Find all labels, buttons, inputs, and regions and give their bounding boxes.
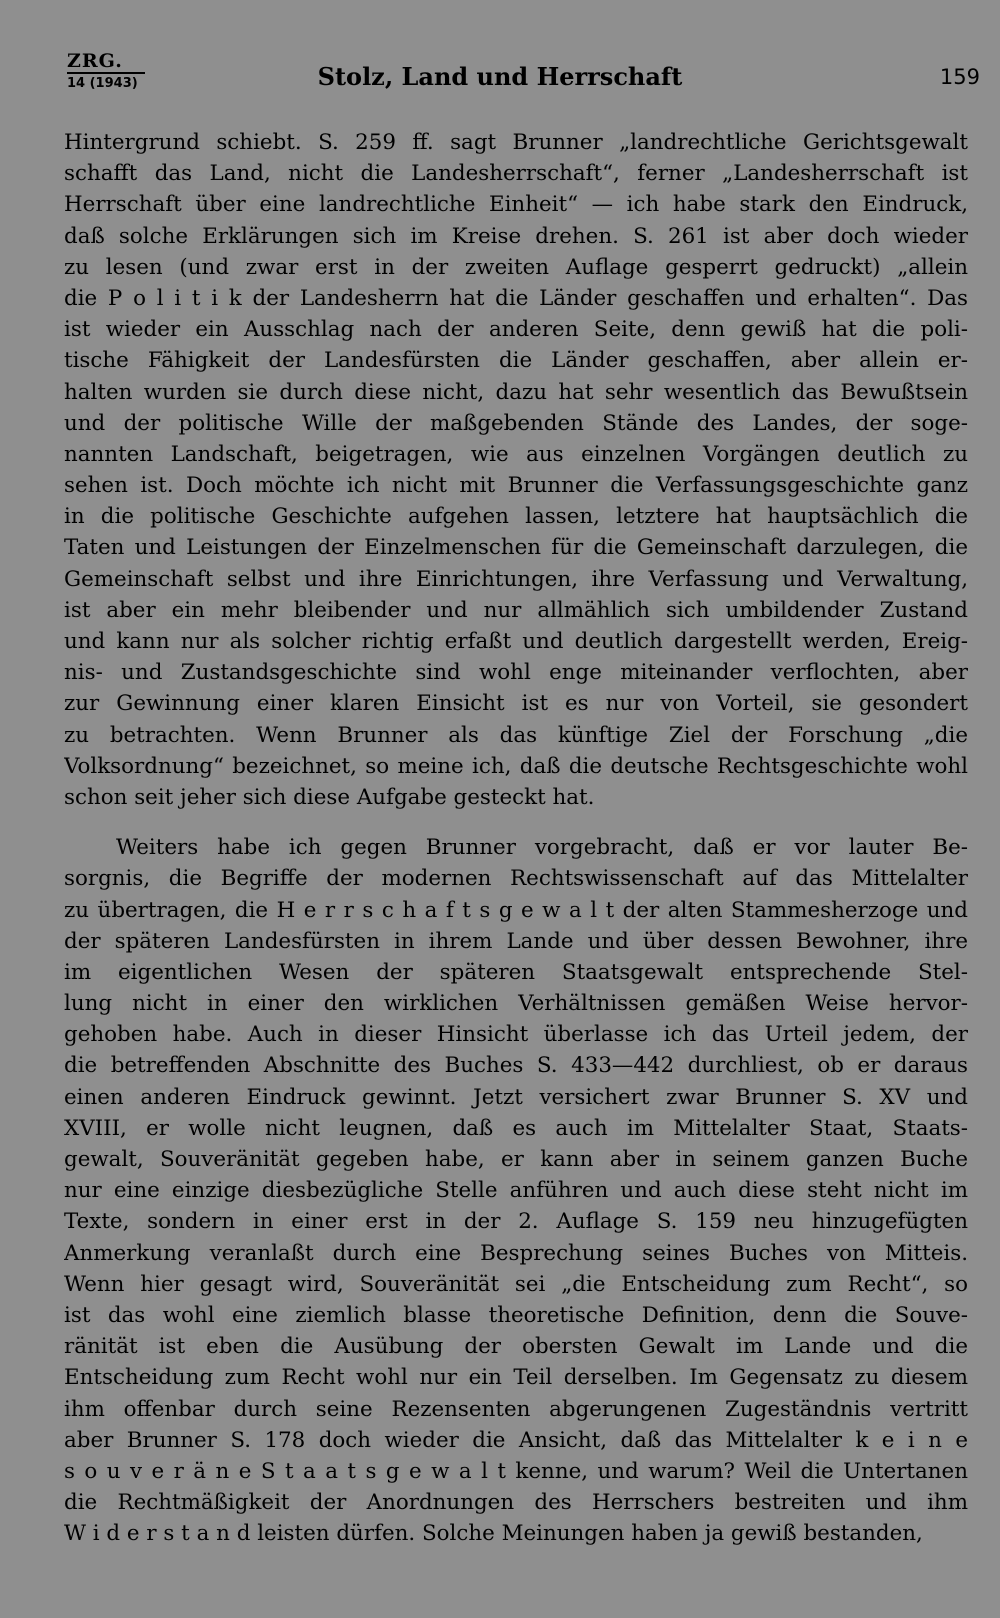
text-line: zu übertragen, die H e r r s c h a f t s g e w a l t der alten Stammesherzoge und — [64, 897, 968, 923]
text-line: lung nicht in einer den wirklichen Verhältnissen gemäßen Weise hervor- — [64, 991, 968, 1017]
page-number: 159 — [939, 65, 980, 89]
text-line: zu betrachten. Wenn Brunner als das künftige Ziel der Forschung „die — [64, 722, 968, 748]
text-line: Herrschaft über eine landrechtliche Einheit“ — ich habe stark den Eindruck, — [64, 192, 968, 218]
text-line: in die politische Geschichte aufgehen lassen, letztere hat hauptsächlich die — [64, 504, 968, 530]
journal-reference — [67, 50, 157, 94]
text-line: im eigentlichen Wesen der späteren Staatsgewalt entsprechende Stel- — [64, 959, 968, 985]
text-line: ihm offenbar durch seine Rezensenten abgerungenen Zugeständnis vertritt — [64, 1396, 968, 1422]
text-line: die Rechtmäßigkeit der Anordnungen des Herrschers bestreiten und ihm — [64, 1490, 968, 1516]
text-line: nis- und Zustandsgeschichte sind wohl enge miteinander verflochten, aber — [64, 660, 968, 686]
running-title: Stolz, Land und Herrschaft — [317, 62, 683, 91]
text-line: die P o l i t i k der Landesherrn hat die Länder geschaffen und erhalten“. Das — [64, 285, 968, 311]
text-line: der späteren Landesfürsten in ihrem Lande und über dessen Bewohner, ihre — [64, 928, 968, 954]
text-line: aber Brunner S. 178 doch wieder die Ansicht, daß das Mittelalter k e i n e — [64, 1427, 968, 1453]
text-line: Anmerkung veranlaßt durch eine Besprechung seines Buches von Mitteis. — [64, 1240, 968, 1266]
text-line: gehoben habe. Auch in dieser Hinsicht überlasse ich das Urteil jedem, der — [64, 1022, 968, 1048]
text-line: Gemeinschaft selbst und ihre Einrichtungen, ihre Verfassung und Verwaltung, — [64, 566, 968, 592]
text-line: und kann nur als solcher richtig erfaßt und deutlich dargestellt werden, Ereig- — [64, 629, 968, 654]
text-line: sorgnis, die Begriffe der modernen Rechtswissenschaft auf das Mittelalter — [64, 866, 968, 892]
text-line: schon seit jeher sich diese Aufgabe gesteckt hat. — [64, 784, 595, 810]
paragraph-2 — [64, 832, 968, 1549]
journal-volume: 14 (1943) — [67, 76, 138, 91]
text-line: und der politische Wille der maßgebenden Stände des Landes, der soge- — [64, 410, 968, 436]
text-line: s o u v e r ä n e S t a a t s g e w a l t kenne, und warum? Weil die Untertanen — [64, 1458, 968, 1484]
text-line: die betreffenden Abschnitte des Buches S. 433—442 durchliest, ob er daraus — [64, 1053, 968, 1079]
text-line: Weiters habe ich gegen Brunner vorgebracht, daß er vor lauter Be- — [116, 835, 968, 861]
text-line: zur Gewinnung einer klaren Einsicht ist es nur von Vorteil, sie gesondert — [64, 691, 968, 717]
text-line: nannten Landschaft, beigetragen, wie aus einzelnen Vorgängen deutlich zu — [64, 441, 968, 467]
text-line: Texte, sondern in einer erst in der 2. Auflage S. 159 neu hinzugefügten — [64, 1209, 968, 1235]
text-line: ist wieder ein Ausschlag nach der anderen Seite, denn gewiß hat die poli- — [64, 317, 968, 343]
text-line: Wenn hier gesagt wird, Souveränität sei „die Entscheidung zum Recht“, so — [64, 1271, 968, 1297]
journal-abbreviation: ZRG. — [67, 50, 145, 74]
text-line: XVIII, er wolle nicht leugnen, daß es auch im Mittelalter Staat, Staats- — [64, 1115, 968, 1141]
text-line: daß solche Erklärungen sich im Kreise drehen. S. 261 ist aber doch wieder — [64, 223, 968, 249]
text-line: Hintergrund schiebt. S. 259 ff. sagt Brunner „landrechtliche Gerichtsgewalt — [64, 130, 968, 155]
paragraph-1 — [64, 127, 968, 813]
text-line: W i d e r s t a n d leisten dürfen. Solche Meinungen haben ja gewiß bestanden, — [64, 1521, 923, 1547]
text-line: Entscheidung zum Recht wohl nur ein Teil derselben. Im Gegensatz zu diesem — [64, 1365, 968, 1391]
text-line: gewalt, Souveränität gegeben habe, er kann aber in seinem ganzen Buche — [64, 1147, 968, 1172]
text-line: einen anderen Eindruck gewinnt. Jetzt versichert zwar Brunner S. XV und — [64, 1084, 968, 1110]
text-line: ist aber ein mehr bleibender und nur allmählich sich umbildender Zustand — [64, 597, 968, 623]
page-header — [0, 0, 1000, 110]
text-line: ist das wohl eine ziemlich blasse theoretische Definition, denn die Souve- — [64, 1302, 968, 1328]
text-line: ränität ist eben die Ausübung der obersten Gewalt im Lande und die — [64, 1334, 968, 1360]
body-text — [64, 127, 968, 1549]
text-line: halten wurden sie durch diese nicht, dazu hat sehr wesentlich das Bewußtsein — [64, 379, 968, 405]
text-line: nur eine einzige diesbezügliche Stelle anführen und auch diese steht nicht im — [64, 1178, 968, 1204]
text-line: Taten und Leistungen der Einzelmenschen für die Gemeinschaft darzulegen, die — [64, 535, 968, 561]
text-line: tische Fähigkeit der Landesfürsten die Länder geschaffen, aber allein er- — [64, 348, 968, 374]
paragraph-gap — [64, 813, 968, 832]
text-line: sehen ist. Doch möchte ich nicht mit Brunner die Verfassungsgeschichte ganz — [64, 473, 968, 499]
text-line: Volksordnung“ bezeichnet, so meine ich, daß die deutsche Rechtsgeschichte wohl — [64, 753, 968, 779]
text-line: schafft das Land, nicht die Landesherrschaft“, ferner „Landesherrschaft ist — [64, 161, 968, 187]
text-line: zu lesen (und zwar erst in der zweiten Auflage gesperrt gedruckt) „allein — [64, 254, 968, 280]
